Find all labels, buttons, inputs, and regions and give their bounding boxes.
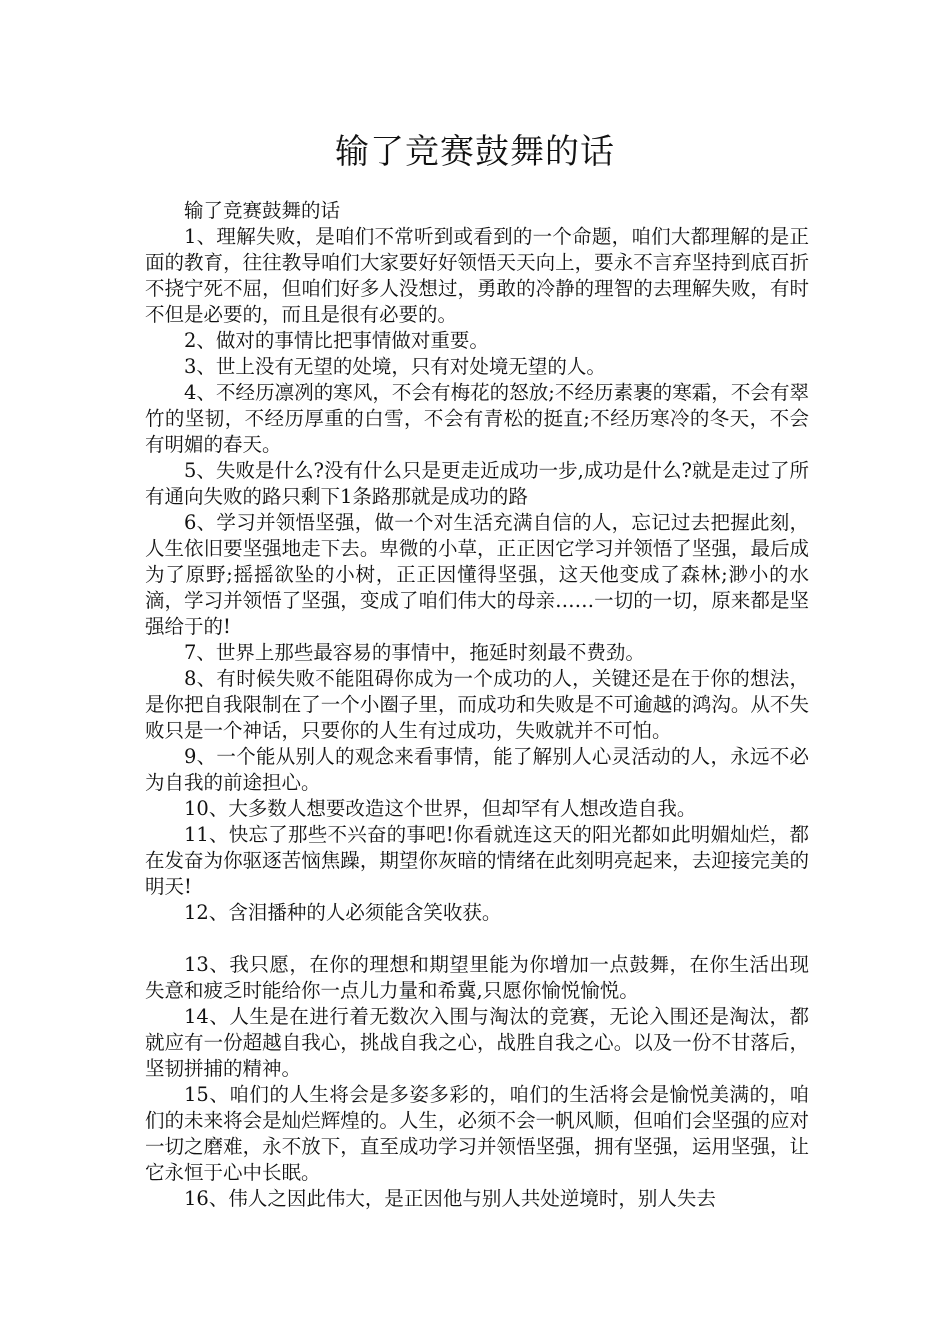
paragraph-2: 2、做对的事情比把事情做对重要。 xyxy=(184,329,489,352)
paragraph-10: 10、大多数人想要改造这个世界，但却罕有人想改造自我。 xyxy=(184,797,697,820)
paragraph-4: 4、不经历凛冽的寒风，不会有梅花的怒放;不经历素裹的寒霜，不会有翠竹的坚韧，不经历厚重的白雪，不会有青松的挺直;不经历寒冷的冬天，不会有明媚的春天。 xyxy=(145,381,809,456)
paragraph-15: 15、咱们的人生将会是多姿多彩的，咱们的生活将会是愉悦美满的，咱们的未来将会是灿烂辉煌的。人生，必须不会一帆风顺，但咱们会坚强的应对一切之磨难，永不放下，直至成功学习并领悟坚强，拥有坚强，运用坚强，让它永恒于心中长眠。 xyxy=(145,1083,809,1184)
paragraph-1: 1、理解失败，是咱们不常听到或看到的一个命题，咱们大都理解的是正面的教育，往往教导咱们大家要好好领悟天天向上，要永不言弃坚持到底百折不挠宁死不屈，但咱们好多人没想过，勇敢的冷静的理智的去理解失败，有时不但是必要的，而且是很有必要的。 xyxy=(145,225,809,326)
paragraph-11: 11、快忘了那些不兴奋的事吧!你看就连这天的阳光都如此明媚灿烂，都在发奋为你驱逐苦恼焦躁，期望你灰暗的情绪在此刻明亮起来，去迎接完美的明天! xyxy=(145,823,809,898)
body-subtitle: 输了竞赛鼓舞的话 xyxy=(184,199,341,222)
paragraph-16: 16、伟人之因此伟大，是正因他与别人共处逆境时，别人失去 xyxy=(184,1187,716,1210)
paragraph-spacer xyxy=(145,926,809,952)
paragraph-3: 3、世上没有无望的处境，只有对处境无望的人。 xyxy=(184,355,606,378)
paragraph-14: 14、人生是在进行着无数次入围与淘汰的竞赛，无论入围还是淘汰，都就应有一份超越自我心，挑战自我之心，战胜自我之心。以及一份不甘落后，坚韧拼捕的精神。 xyxy=(145,1005,809,1080)
paragraph-5: 5、失败是什么?没有什么只是更走近成功一步,成功是什么?就是走过了所有通向失败的路只剩下1条路那就是成功的路 xyxy=(145,459,809,508)
paragraph-12: 12、含泪播种的人必须能含笑收获。 xyxy=(184,901,502,924)
paragraph-13: 13、我只愿，在你的理想和期望里能为你增加一点鼓舞，在你生活出现失意和疲乏时能给你一点儿力量和希冀,只愿你愉悦愉悦。 xyxy=(145,953,809,1002)
document-body xyxy=(145,198,809,1212)
paragraph-7: 7、世界上那些最容易的事情中，拖延时刻最不费劲。 xyxy=(184,641,645,664)
paragraph-6: 6、学习并领悟坚强，做一个对生活充满自信的人，忘记过去把握此刻，人生依旧要坚强地走下去。卑微的小草，正正因它学习并领悟了坚强，最后成为了原野;摇摇欲坠的小树，正正因懂得坚强，这天他变成了森林;渺小的水滴，学习并领悟了坚强，变成了咱们伟大的母亲……一切的一切，原来都是坚强给于的! xyxy=(145,511,809,638)
paragraph-9: 9、一个能从别人的观念来看事情，能了解别人心灵活动的人，永远不必为自我的前途担心。 xyxy=(145,745,809,794)
paragraph-8: 8、有时候失败不能阻碍你成为一个成功的人，关键还是在于你的想法，是你把自我限制在了一个小圈子里，而成功和失败是不可逾越的鸿沟。从不失败只是一个神话，只要你的人生有过成功，失败就并不可怕。 xyxy=(145,667,809,742)
document-title: 输了竞赛鼓舞的话 xyxy=(335,132,615,172)
